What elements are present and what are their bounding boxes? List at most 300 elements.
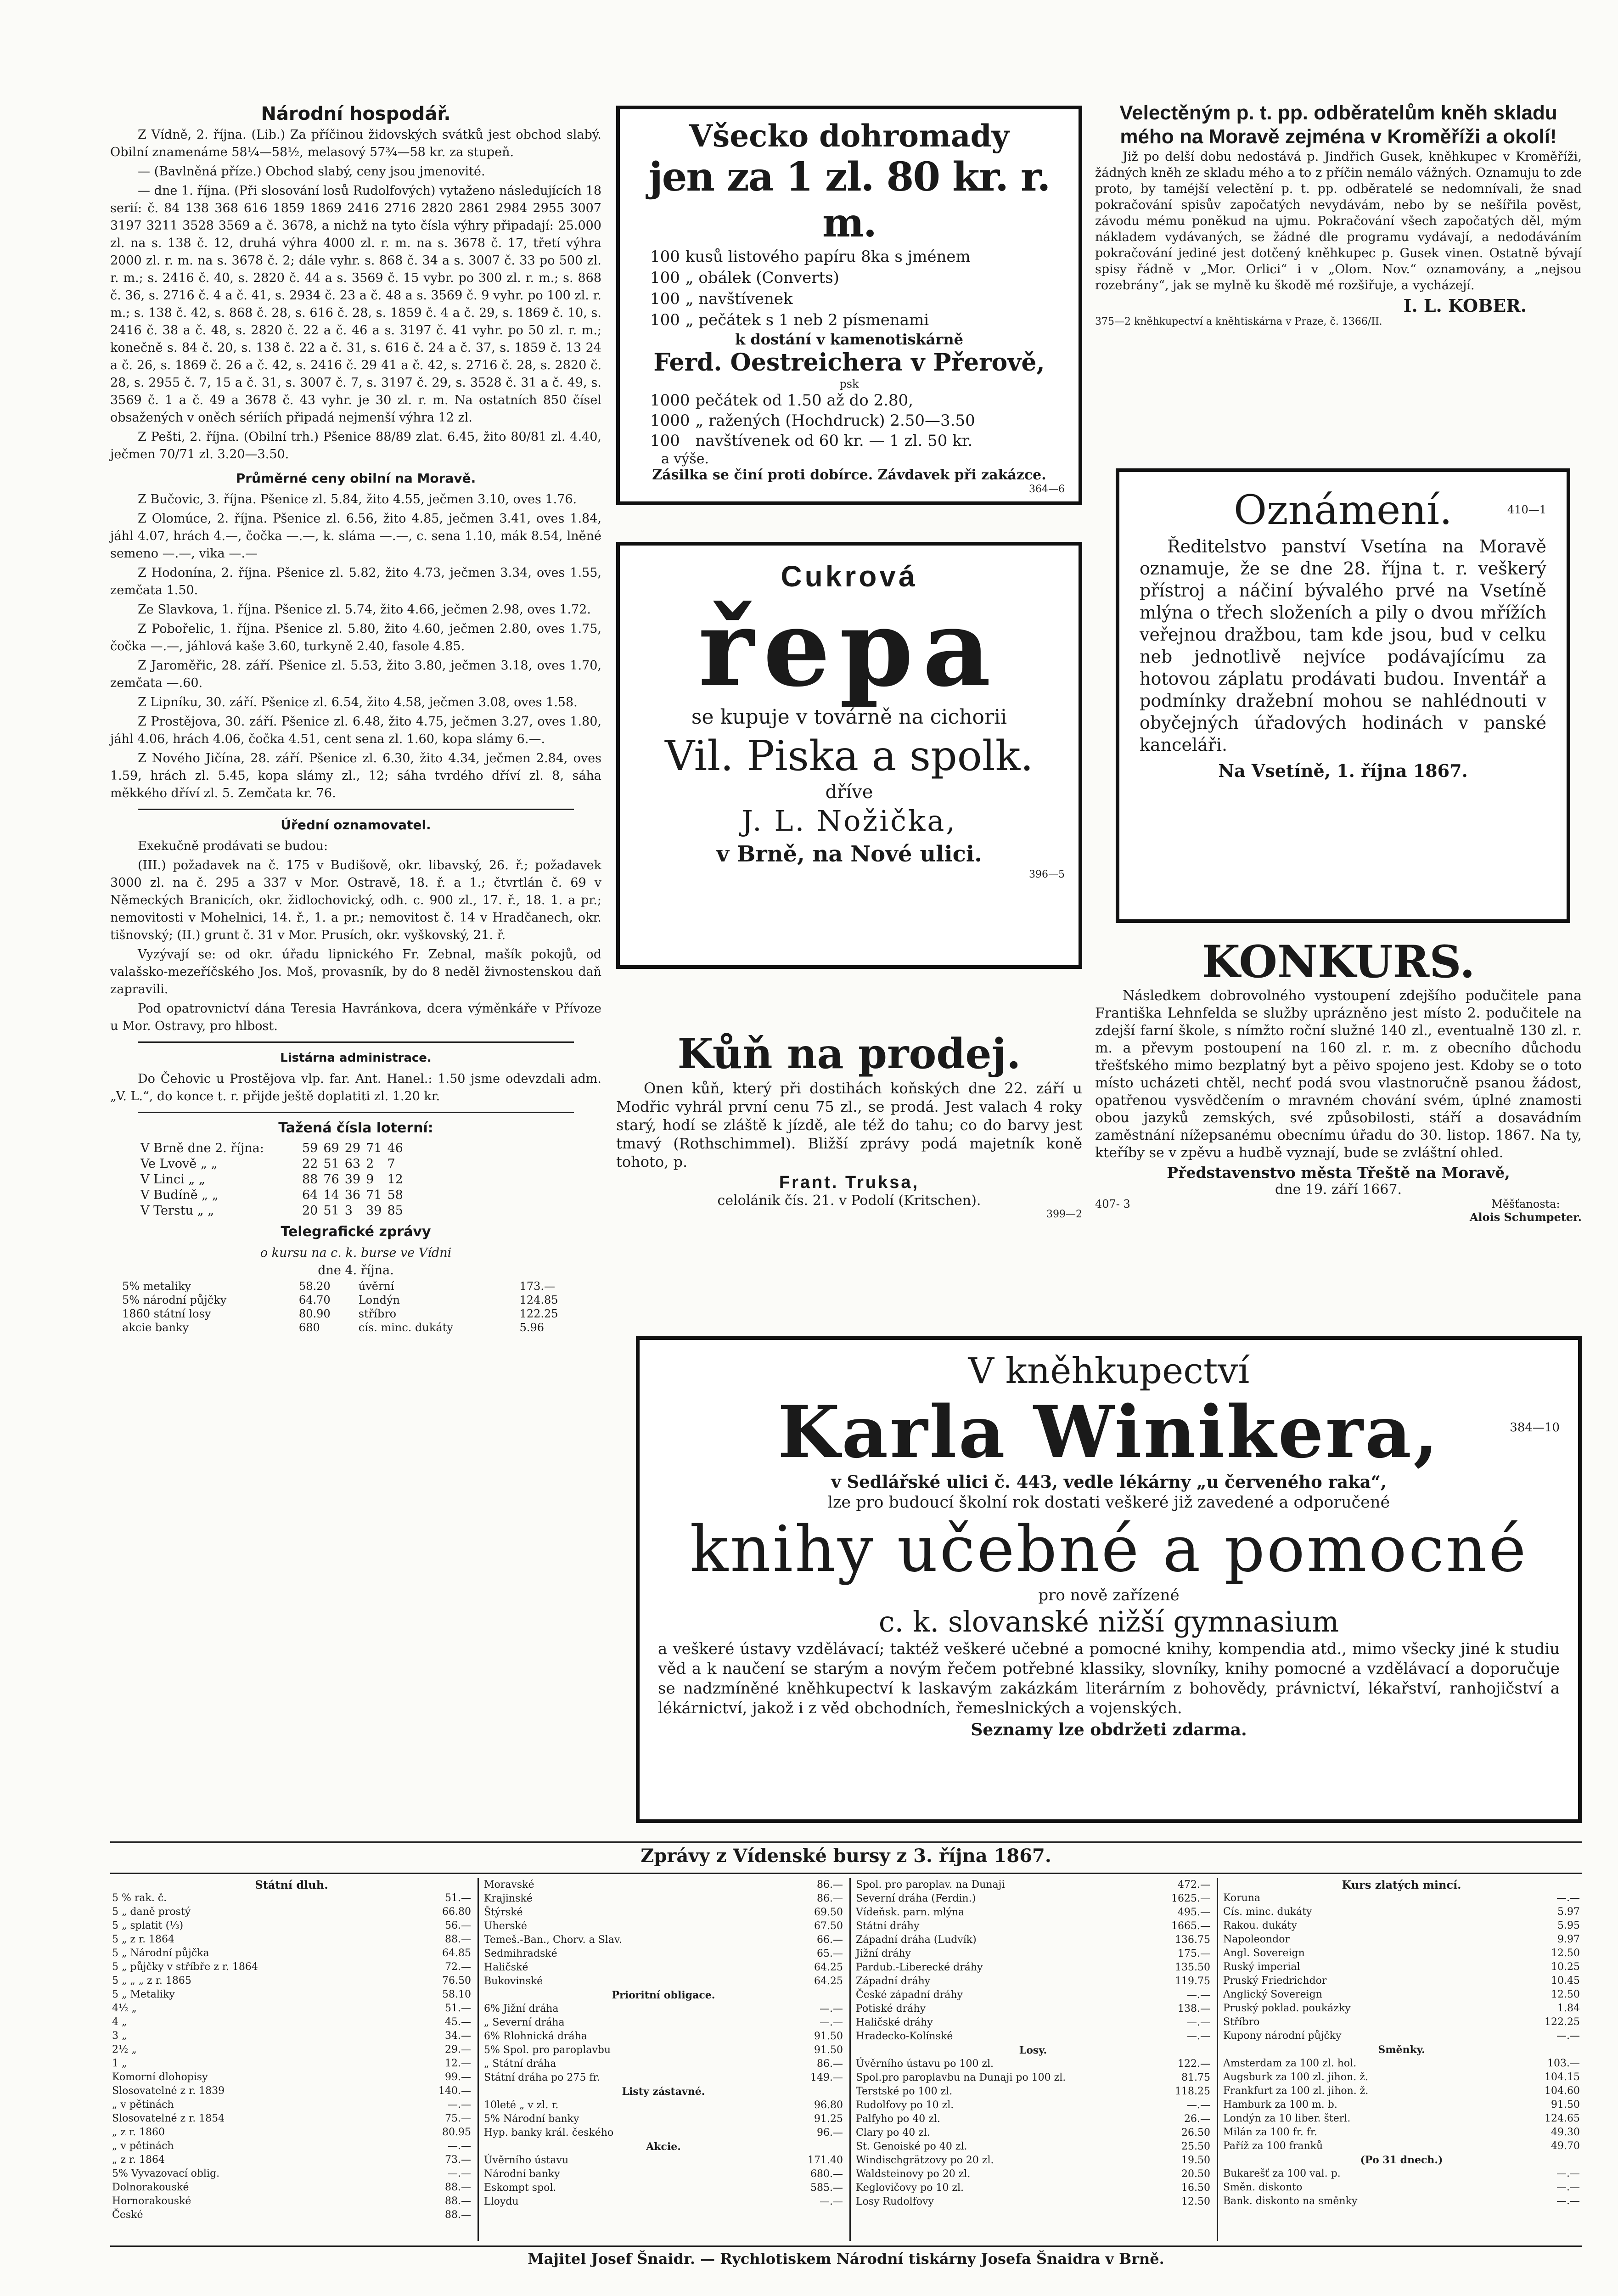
bursy-value: 140.— [438,2085,471,2097]
bursy-value: 49.70 [1551,2140,1580,2152]
table-row [1221,2084,1582,2098]
bursy-item: 4½ „ [112,2003,137,2014]
ad-text: Onen kůň, který při dostihách koňských dne 22. září u Modřic vyhrál první cenu 75 zl., se prodá. Jest valach 4 roky starý, hodí se zláště k jízdě, ale též do tahu; co do barvy jest tmavý (Rothschimmel). Bližší zprávy podá majetník koně tohoto, p. [616,1080,1082,1171]
bursy-value: —.— [448,2168,471,2179]
list-item: 100 kusů listového papíru 8ka s jménem [650,248,971,266]
bursy-value: 138.— [1178,2003,1210,2015]
table-row [1221,2015,1582,2029]
bursy-item: 5 „ splatit (⅓) [112,1920,184,1931]
ad-psk: psk [839,377,859,390]
bursy-item: Hyp. banky král. českého [484,2127,614,2138]
table-row [482,1878,845,1892]
table-row [1221,1933,1582,1947]
bursy-item: 5% Spol. pro paroplavbu [484,2044,611,2056]
price-entry: Z Nového Jičína, 28. září. Pšenice zl. 6.30, žito 4.34, ječmen 2.84, oves 1.59, hrách zl. 5.45, kopa slámy zl., 12; sáha tvrdého dříví zl. 8, sáha měkkého dříví zl. 5. Zemčata kr. 76. [110,751,601,800]
bursy-item: 5 „ Metaliky [112,1989,175,2000]
divider [110,2245,1582,2247]
table-row: V Terstu „ „ 20 51 3 39 85 [140,1204,403,1218]
table-row [110,2126,473,2139]
page-footer: Majitel Josef Šnaidr. — Rychlotiskem Národní tiskárny Josefa Šnaidra v Brně. [528,2250,1164,2268]
divider [138,1041,574,1043]
bursy-value: —.— [448,2099,471,2110]
ad-mayor: Měšťanosta: Alois Schumpeter. [1469,1198,1582,1224]
divider [110,1841,1582,1843]
table-row [110,2029,473,2043]
table-row [482,2085,845,2099]
table-row [854,1947,1212,1961]
divider [1217,1878,1218,2241]
table-row [482,1933,845,1947]
table-row [1221,2057,1582,2071]
ad-line: se kupuje v továrně na cichorii [691,705,1007,729]
ad-header [1140,485,1546,535]
bursy-value: 118.25 [1175,2086,1210,2097]
bursy-item: Komorní dlohopisy [112,2071,208,2083]
bursy-item: Milán za 100 fr. fr. [1223,2127,1318,2138]
bursy-value: 104.15 [1545,2071,1580,2083]
bursy-value: 96.— [817,2127,843,2138]
bursy-value: 91.50 [814,2031,843,2042]
ad-title: Oznámení. [1234,486,1452,534]
table-row [110,2112,473,2126]
bursy-col-1 [110,1878,473,2222]
table-row [1221,1988,1582,2002]
bursy-value: 124.65 [1545,2113,1580,2124]
price-entry: Z Jaroměřic, 28. září. Pšenice zl. 5.53, žito 3.80, ječmen 3.18, oves 1.70, zemčata —.60. [110,658,601,690]
bursy-item: Státní dráhy [856,1920,920,1932]
bursy-value: —.— [1556,2182,1580,2193]
bursy-item: 10leté „ v zl. r. [484,2099,559,2111]
ad-footer: Zásilka se činí proti dobírce. Závdavek při zakázce. [652,467,1046,483]
bursy-value: 99.— [445,2071,471,2083]
ad-signature: Na Vsetíně, 1. října 1867. [1218,760,1468,781]
bursy-value: 58.10 [442,1989,471,2000]
table-row [854,2030,1212,2043]
table-row [110,2195,473,2208]
bursy-item: St. Genoiské po 40 zl. [856,2141,967,2152]
list-item: 1000 „ ražených (Hochdruck) 2.50—3.50 [650,411,975,430]
bursy-item: Hamburk za 100 m. b. [1223,2099,1337,2110]
table-row [110,2015,473,2029]
bursy-item: 5 „ daně prostý [112,1906,191,1918]
ad-footer [1095,1198,1582,1224]
lottery-title: Tažená čísla loterní: [278,1120,433,1136]
price-entry: Z Hodonína, 2. října. Pšenice zl. 5.82, žito 4.73, ječmen 3.34, oves 1.55, zemčata 1.50. [110,566,601,597]
table-row [110,2098,473,2112]
table-row [482,2140,845,2154]
divider [110,1873,1582,1874]
bursy-value: 10.45 [1551,1975,1580,1986]
table-row [1221,2002,1582,2015]
article-paragraph: Z Pešti, 2. října. (Obilní trh.) Pšenice 88/89 zlat. 6.45, žito 80/81 zl. 4.40, ječmen 70/71 zl. 3.20—3.50. [110,430,601,461]
bursy-item: Paříž za 100 franků [1223,2140,1323,2152]
table-row [110,1947,473,1960]
letters-title: Listárna administrace. [280,1051,432,1065]
article-paragraph: — dne 1. října. (Při slosování losů Rudolfových) vytaženo následujících 18 serií: č. 84 138 368 616 1859 1869 2416 2716 2820 2861 2984 2955 3007 3197 3211 3528 3569 a č. 3678, a nichž na tyto čísla výhry připadají: 25.000 zl. na s. 138 č. 12, druhá výhra 4000 zl. r. m. na s. 3678 č. 17, třetí výhra 2000 zl. r. m. na s. 3678 č. 2; dále vyhr. s. 868 č. 34 a s. 3007 č. 33 po 500 zl. r. m.; s. 2416 č. 40, s. 2820 č. 44 a s. 3569 č. 15 vybr. po 300 zl. r. m.; s. 868 č. 36, s. 2716 č. 4 a č. 41, s. 2934 č. 23 a č. 48 a s. 3569 č. 9 vyhr. po 100 zl. r. m.; s. 138 č. 42, s. 868 č. 28, s. 616 č. 28, s. 1859 č. 4 a č. 29, s. 1869 č. 10, s. 2416 č. 38 a č. 48, s. 2820 č. 22 a č. 46 a s. 3197 č. 41 vyhr. po 50 zl. r. m.; konečně s. 84 č. 20, s. 138 č. 22 a č. 31, s. 616 č. 24 a č. 37, s. 1859 č. 13 24 a č. 26, s. 1869 č. 26 a č. 42, s. 2416 č. 29 41 a č. 42, s. 2716 č. 28, s. 2820 č. 28, s. 2955 č. 7, 15 a č. 31, s. 3007 č. 7, s. 3197 č. 29, s. 3528 č. 31 a č. 49, s. 3569 č. 1 a č. 49 a 3678 č. 43 vyhr. je 30 zl. r. m. Na ostatních 850 čísel obsažených v oněch sériích připadá nejmenší výhra 12 zl. [110,184,601,425]
bursy-item: Uherské [484,1920,527,1932]
bursy-value: 80.95 [442,2127,471,2138]
bursy-value: 175.— [1178,1948,1210,1959]
telegraf-title: Telegrafické zprávy [281,1224,431,1240]
telegraf-date: dne 4. října. [318,1263,394,1277]
table-row [482,1961,845,1975]
bursy-title: Zprávy z Vídenské bursy z 3. října 1867. [640,1845,1051,1867]
table-row: V Brně dne 2. října: 59 69 29 71 46 [140,1141,403,1155]
table-row: V Budíně „ „ 64 14 36 71 58 [140,1188,403,1202]
bursy-value: 91.50 [1551,2099,1580,2110]
table-row [110,2167,473,2181]
table-row [482,2030,845,2043]
bursy-item: „ v pětinách [112,2099,174,2110]
lottery-table [138,1141,406,1219]
official-entry: Exekučně prodávati se budou: [138,839,328,853]
bursy-item: 6% Rlohnická dráha [484,2031,587,2042]
bursy-value: 495.— [1178,1907,1210,1918]
bursy-item: Sedmihradské [484,1948,557,1959]
bursy-col-2 [482,1878,845,2209]
ad-number: 364—6 [1029,484,1065,495]
bursy-col-4 [1221,1878,1582,2208]
bursy-value: —.— [448,2140,471,2152]
bursy-value: 122.— [1178,2058,1210,2070]
bursy-value: 88.— [445,2182,471,2193]
table-row [854,2140,1212,2154]
ad-gymnasium: c. k. slovanské nižší gymnasium [878,1605,1339,1638]
bursy-item: Rakou. dukáty [1223,1920,1297,1931]
bursy-col-title: Státní dluh. [255,1878,328,1891]
table-row: 5% metaliky 58.20 úvěrní 173.— [122,1280,556,1293]
bursy-value: 1625.— [1171,1893,1210,1904]
table-row [482,2195,845,2209]
bursy-item: Koruna [1223,1892,1261,1904]
bursy-item: „ z r. 1864 [112,2154,165,2166]
bursy-value: 45.— [445,2016,471,2028]
table-row [1221,2029,1582,2043]
ad-more: a výše. [661,451,709,467]
ad-signature: Představenstvo města Třeště na Moravě, [1167,1164,1510,1182]
price-entry: Ze Slavkova, 1. října. Pšenice zl. 5.74, žito 4.66, ječmen 2.98, oves 1.72. [138,602,591,617]
ad-list [647,246,973,331]
table-row [854,2126,1212,2140]
telegraf-table [119,1279,588,1334]
bursy-value: —.— [1556,2195,1580,2207]
bursy-value: 149.— [810,2072,843,2083]
bursy-item: 5 „ z r. 1864 [112,1934,175,1945]
bursy-item: Ruský imperial [1223,1961,1300,1973]
ad-konkurs [1095,937,1582,1224]
table-row [482,2154,845,2167]
ad-title: KONKURS. [1202,936,1475,988]
bursy-item: Windischgrätzovy po 20 zl. [856,2155,994,2166]
bursy-item: Západní dráhy [856,1975,931,1987]
bursy-item: Úvěrního ústavu po 100 zl. [856,2058,994,2070]
price-entry: Z Prostějova, 30. září. Pšenice zl. 6.48, žito 4.75, ječmen 3.27, oves 1.80, jáhl 4.06, hrách 4.06, čočka 4.51, cent sena zl. 1.60, kopa slámy 6.—. [110,715,601,746]
bursy-value: 12.50 [1551,1989,1580,2000]
article-paragraph: Z Vídně, 2. října. (Lib.) Za příčinou židovských svátků jest obchod slabý. Obilní znamenáme 58¼—58½, melasový 57¾—58 kr. za stupeň. [110,128,601,159]
ad-books: knihy učebné a pomocné [690,1512,1528,1586]
bursy-item: Londýn za 10 liber. šterl. [1223,2113,1351,2124]
divider [849,1878,851,2241]
table-row [110,2057,473,2071]
table-row [110,1974,473,1988]
table-row [854,2195,1212,2209]
table-row [854,2057,1212,2071]
prices-title: Průměrné ceny obilní na Moravě. [236,471,476,486]
table-row [854,1933,1212,1947]
table-row [854,2154,1212,2167]
bursy-item: Spol.pro paroplavbu na Dunaji po 100 zl. [856,2072,1066,2083]
table-row [1221,2167,1582,2181]
table-row [110,1919,473,1933]
bursy-item: Krajinské [484,1893,533,1904]
table-row [1221,2071,1582,2084]
price-entry: Z Olomúce, 2. října. Pšenice zl. 6.56, žito 4.85, ječmen 3.41, oves 1.84, jáhl 4.07, hrách 4.—, čočka —.—, k. sláma —.—, c. sena 1.10, mák 8.54, lněné semeno —.—, vika —.— [110,512,601,561]
table-row [854,2043,1212,2057]
bursy-item: Eskompt spol. [484,2182,556,2194]
bursy-value: 65.— [817,1948,843,1959]
bursy-value: 76.50 [442,1975,471,1986]
ad-footer: 375—2 kněhkupectví a kněhtiskárna v Praze, č. 1366/II. [1095,316,1382,327]
ad-address: celolánik čís. 21. v Podolí (Kritschen). [717,1193,981,1209]
table-row [110,2071,473,2084]
divider [138,1112,574,1113]
ad-number: 407- 3 [1095,1198,1130,1210]
bursy-item: Bank. diskonto na směnky [1223,2195,1358,2207]
table-row [482,2126,845,2140]
bursy-value: 73.— [445,2154,471,2166]
bursy-value: 16.50 [1181,2182,1210,2194]
bursy-item: Stříbro [1223,2016,1260,2028]
bursy-item: České západní dráhy [856,1989,963,2001]
table-row [110,1905,473,1919]
bursy-item: Spol. pro paroplav. na Dunaji [856,1879,1005,1891]
table-row [1221,2112,1582,2126]
bursy-value: —.— [1187,2017,1210,2028]
bursy-item: Severní dráha (Ferdin.) [856,1893,976,1904]
bursy-item: Slosovatelné z r. 1839 [112,2085,225,2097]
bursy-value: 472.— [1178,1879,1210,1891]
table-row [1221,2098,1582,2112]
bursy-value: 1.84 [1557,2003,1580,2014]
table-row [482,1892,845,1906]
bursy-item: Směn. diskonto [1223,2182,1303,2193]
bursy-item: Úvěrního ústavu [484,2155,569,2166]
ad-signature: I. L. KOBER. [1403,295,1527,316]
table-row: V Linci „ „ 88 76 39 9 12 [140,1172,403,1187]
bursy-value: 86.— [817,1893,843,1904]
bursy-value: 86.— [817,2058,843,2070]
bursy-item: 5 % rak. č. [112,1892,167,1904]
ad-title: Velectěným p. t. pp. odběratelům kněh skladu mého na Moravě zejména v Kroměříži a okolí! [1119,101,1557,148]
table-row [482,1975,845,1988]
table-row [482,2181,845,2195]
table-row [110,1988,473,2002]
bursy-item: České [112,2209,143,2221]
bursy-item: Moravské [484,1879,534,1891]
table-row [482,1919,845,1933]
ad-line: dříve [825,782,873,803]
table-row: 5% národní půjčky 64.70 Londýn 124.85 [122,1294,558,1306]
table-row [110,1960,473,1974]
table-row [110,2153,473,2167]
table-row [110,2208,473,2222]
table-row [482,1988,845,2002]
bursy-value: 86.— [817,1879,843,1891]
ad-text: Již po delší dobu nedostává p. Jindřich Gusek, kněhkupec v Kroměříži, žádných kněh ze skladu mého a to z příčin nemálo vážných. Oznamuju to zde proto, by taméjší velectění p. t. pp. odběratelé se nedomnívali, že snad pokračování spisův započatých nevydávám, nebo by se nešířila pověst, závodu mému poněkud na ujmu. Pokračování všech započatých děl, mým nákladem vydávaných, se žádné dle programu vydávají, a nedodáváním pokračování jediné jest dotčený kněhkupec p. Gusek vinen. Ostatně bývají spisy řádně v „Mor. Orlici“ i v „Olom. Nov.“ oznamovány, a „nejsou rozebrány“, jak se mylně ku škodě mé rozšiřuje, a vycházejí. [1095,150,1582,293]
table-row [854,2099,1212,2112]
bursy-item: Haličské dráhy [856,2017,933,2028]
bursy-item: 5 „ Národní půjčka [112,1947,209,1959]
official-entry: Vyzývají se: od okr. úřadu lipnického Fr. Zebnal, mašík pokojů, od valašsko-mezeříčského Jos. Moš, provasník, by do 8 neděl živnostenskou daň zapravili. [110,947,601,996]
table-row [1221,1905,1582,1919]
bursy-value: 26.50 [1181,2127,1210,2138]
bursy-item: Rudolfovy po 10 zl. [856,2099,954,2111]
bursy-item: Prioritní obligace. [612,1989,715,2001]
ad-number: 396—5 [1029,869,1065,880]
bursy-item: Západní dráha (Ludvík) [856,1934,977,1946]
bursy-value: 680.— [810,2168,843,2180]
bursy-item: Losy. [1019,2044,1047,2056]
official-entry: (III.) požadavek na č. 175 v Budišově, okr. libavský, 26. ř.; požadavek 3000 zl. na č. 295 a 337 v Mor. Ostravě, 18. ř. a 1.; čtvrtlán č. 69 v Německých Branicích, okr. židlochovický, odh. c. 900 zl., 17. ř., 18. 1. a pr.; nemovitosti v Mohelnici, 14. ř., 1. a pr.; nemovitost č. 14 v Hradčanech, okr. tišnovský; (II.) grunt č. 31 v Mor. Prusích, okr. vyškovský, 21. ř. [110,858,601,942]
bursy-item: Keglovičovy po 10 zl. [856,2182,964,2194]
list-item: 100 navštívenek od 60 kr. — 1 zl. 50 kr. [650,432,973,450]
table-row [854,2181,1212,2195]
bursy-value: —.— [1187,1989,1210,2001]
divider [138,809,574,810]
table-row [854,1961,1212,1975]
ad-former-name: J. L. Nožička, [741,804,957,838]
table-row [1221,1947,1582,1960]
bursy-item: Napoleondor [1223,1934,1290,1945]
table-row [854,1919,1212,1933]
official-title: Úřední oznamovatel. [281,817,431,833]
bursy-item: Potiské dráhy [856,2003,926,2015]
bursy-value: 20.50 [1181,2168,1210,2180]
bursy-value: 81.75 [1181,2072,1210,2083]
table-row [1221,2195,1582,2208]
table-row [854,2085,1212,2099]
bursy-item: 2½ „ [112,2044,137,2055]
ad-shop-pre: k dostání v kamenotiskárně [735,331,963,348]
bursy-value: 104.60 [1545,2085,1580,2097]
list-item: 100 „ obálek (Converts) [650,269,839,287]
bursy-item: Clary po 40 zl. [856,2127,930,2138]
bursy-item: „ Severní dráha [484,2017,565,2028]
bursy-value: 49.30 [1551,2127,1580,2138]
ad-pre: V kněhkupectví [968,1351,1250,1392]
table-row [1221,1960,1582,1974]
table-row [854,2002,1212,2016]
bursy-value: 88.— [445,2195,471,2207]
table-row [854,1892,1212,1906]
table-row [854,1878,1212,1892]
ad-vsecko-dohromady [616,106,1082,505]
table-row [482,2071,845,2085]
ad-big-word: řepa [698,586,1000,710]
bursy-value: 122.25 [1545,2016,1580,2028]
price-entry: Z Pobořelic, 1. října. Pšenice zl. 5.80, žito 4.60, ječmen 2.80, oves 1.75, čočka —.—, jáhlová kaše 3.60, turkyně 2.40, fasole 4.85. [110,622,601,653]
table-row [110,2139,473,2153]
article-paragraph: — (Bavlněná příze.) Obchod slabý, ceny jsou jmenovité. [138,164,485,179]
ad-text: Ředitelstvo panství Vsetína na Moravě oznamuje, že se dne 28. října t. r. veškerý přístroj a náčiní bývalého prvé na Vsetíně mlýna o třech složeních a pily o dvou mřížích veřejnou dražbou, tam kde jsou, bud v celku neb jednotlivě nejvíce podávajícímu za hotovou záplatu prodávati budou. Inventář a podmínky dražební mohou se nahlédnouti v obyčejných úřadových hodinách v panské kanceláři. [1140,536,1546,755]
table-row [482,2167,845,2181]
bursy-item: Hradecko-Kolínské [856,2031,953,2042]
bursy-item: Terstské po 100 zl. [856,2086,953,2097]
bursy-item: (Po 31 dnech.) [1360,2154,1443,2166]
bursy-item: Angl. Sovereign [1223,1947,1305,1959]
bursy-item: Bukovinské [484,1975,543,1987]
bursy-value: —.— [820,2017,843,2028]
bursy-item: „ z r. 1860 [112,2127,165,2138]
bursy-item: 5% Národní banky [484,2113,579,2125]
bursy-value: 69.50 [814,1907,843,1918]
ad-price: jen za 1 zl. 80 kr. r. m. [648,154,1050,246]
bursy-value: 26.— [1184,2113,1210,2125]
bursy-value: 51.— [445,2003,471,2014]
bursy-value: 5.95 [1557,1920,1580,1931]
table-row: 1860 státní losy 80.90 stříbro 122.25 [122,1307,558,1320]
bursy-value: 51.— [445,1892,471,1904]
bursy-item: Státní dráha po 275 fr. [484,2072,600,2083]
table-row [1221,2139,1582,2153]
table-row [110,1891,473,1905]
bursy-value: 88.— [445,1934,471,1945]
bursy-item: Pruský poklad. poukázky [1223,2003,1351,2014]
bursy-value: —.— [820,2003,843,2015]
bursy-value: 1665.— [1171,1920,1210,1932]
ad-address: v Sedlářské ulici č. 443, vedle lékárny „u červeného raka“, [831,1472,1387,1492]
ad-name-row [658,1390,1560,1474]
bursy-item: Lloydu [484,2196,519,2207]
ad-address: v Brně, na Nové ulici. [716,841,982,867]
bursy-item: „ v pětinách [112,2140,174,2152]
ad-kun-na-prodej [616,1029,1082,1220]
table-row [854,2167,1212,2181]
table-row: Ve Lvově „ „ 22 51 63 2 7 [140,1157,395,1171]
table-row [110,2002,473,2015]
bursy-value: 135.50 [1175,1962,1210,1973]
bursy-value: 12.— [445,2058,471,2069]
table-row [1221,2153,1582,2167]
bursy-item: Listy zástavné. [622,2086,705,2098]
ad-end: Seznamy lze obdržeti zdarma. [971,1720,1247,1739]
left-column [110,99,601,1334]
table-row [482,2112,845,2126]
bursy-item: Dolnorakouské [112,2182,189,2193]
bursy-value: 119.75 [1175,1975,1210,1987]
bursy-item: 5 „ půjčky v stříbře z r. 1864 [112,1961,258,1973]
bursy-value: 171.40 [808,2155,843,2166]
section-title-narodni-hospodar: Národní hospodář. [261,103,451,124]
bursy-value: —.— [820,2196,843,2207]
ad-company: Vil. Piska a spolk. [665,732,1034,780]
bursy-value: 91.50 [814,2044,843,2056]
bursy-table [1221,1891,1582,2208]
table-row [482,2016,845,2030]
table-row [854,1988,1212,2002]
bursy-value: 64.85 [442,1947,471,1959]
bursy-item: Losy Rudolfovy [856,2196,934,2207]
ad-kober [1095,101,1582,327]
letters-entry: Do Čehovic u Prostějova vlp. far. Ant. Hanel.: 1.50 jsme odevzdali adm. „V. L.“, do konce t. r. přijde ještě doplatiti zl. 1.20 kr. [110,1072,601,1103]
bursy-item: Haličské [484,1962,528,1973]
bursy-value: 88.— [445,2209,471,2221]
list-item: 1000 pečátek od 1.50 až do 2.80, [650,391,914,410]
price-entry: Z Bučovic, 3. října. Pšenice zl. 5.84, žito 4.55, ječmen 3.10, oves 1.76. [138,492,577,506]
bursy-table [854,1878,1212,2209]
bursy-item: Vídeňsk. parn. mlýna [856,1907,965,1918]
table-row [482,2002,845,2016]
